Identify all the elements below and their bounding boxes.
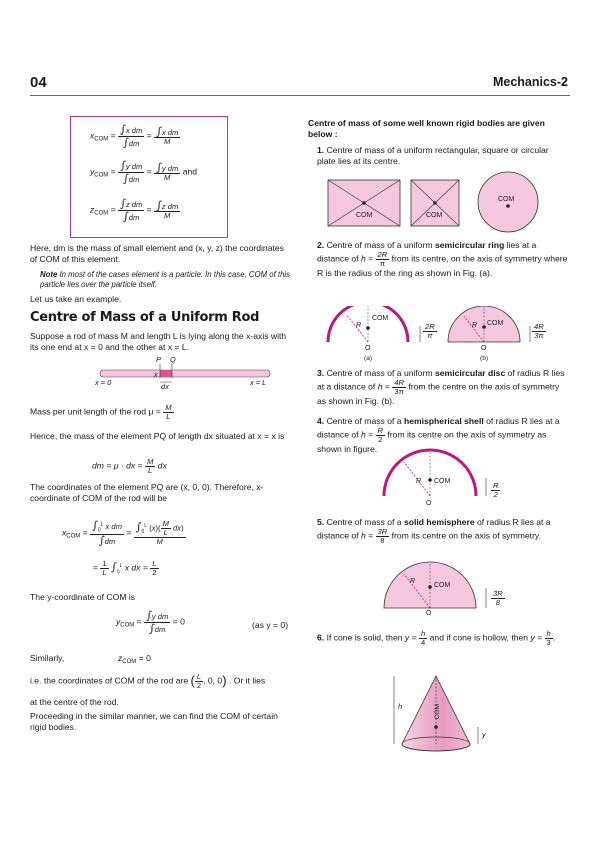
formula-xcom: $x_{COM}$ = $\frac{\text{∫x dm}}{\int dm}$ = $\frac{\text{∫x dm}}{M}$ — [90, 123, 179, 149]
paragraph-mass-per-length: Mass per unit length of the rod μ = $\frac{M}{L}$ — [30, 403, 172, 421]
rod-label-x0: x = 0 — [95, 378, 112, 387]
paragraph-centre: at the centre of the rod. — [30, 697, 119, 707]
paragraph-rod-setup: Suppose a rod of mass M and length L is lying along the x-axis with its one end at x = 0 and the other at x = L. — [30, 331, 287, 352]
item-4: 4. Centre of mass of a hemispherical shell of radius R lies at a distance of h = $\frac{R}{2}$ from its centre on the axis of symmetry as shown in figure. — [317, 416, 560, 454]
similarly-label: Similarly, — [30, 653, 65, 663]
rect-com-dot — [362, 201, 366, 205]
fig-b-com-label: COM — [487, 320, 504, 327]
equation-xcom-rod: $x_{COM}$ = $\frac{\int_0^L x dm}{\int dm}$ = $\int_0^L$ (x)( $\frac{M}{L}$ dx) M — [62, 519, 184, 547]
formula-ycom: $y_{COM}$ = $\frac{\text{∫y dm}}{\int dm}$ = $\frac{\text{∫y dm}}{M}$ and — [90, 159, 198, 185]
cone-y-label: y — [482, 730, 486, 739]
fig-b-o-label: O — [481, 345, 487, 352]
rod-label-q: Q — [170, 355, 176, 364]
equation-ycom-note: (as y = 0) — [252, 620, 289, 630]
rigid-bodies-intro: Centre of mass of some well known rigid bodies are given below : — [308, 118, 545, 139]
rod-label-p: P — [156, 355, 161, 364]
note-text: In most of the cases element is a particle. In this case, COM of this particle lies over the particle itself. — [40, 270, 291, 289]
fig-b-caption: (b) — [480, 355, 489, 362]
square-com-label: COM — [426, 212, 443, 219]
disc-com-dot — [482, 325, 486, 329]
paragraph-ycom: The y-coordinate of COM is — [30, 592, 136, 602]
equation-dm: dm = μ · dx = $\frac{M}{L}$ dx — [92, 457, 167, 475]
solid-o-label: O — [426, 610, 432, 617]
note — [40, 270, 292, 290]
cone-h-label: h — [398, 702, 403, 711]
shell-com-label: COM — [434, 478, 451, 485]
rod-label-x: x — [154, 370, 158, 379]
circle-com-label: COM — [498, 196, 515, 203]
fig-a-o-label: O — [365, 345, 371, 352]
paragraph-example: Let us take an example. — [30, 294, 122, 304]
fig-a-com-label: COM — [372, 315, 389, 322]
equation-zcom: $z_{COM} = 0$ — [118, 653, 151, 665]
equation-xcom-result: = $\frac{1}{L}$ $\int_0^L$ x dx = $\frac{L}{2}$ — [93, 559, 157, 577]
rod-element — [160, 370, 172, 377]
shell-com-dot — [428, 478, 432, 482]
rect-com-label: COM — [356, 212, 373, 219]
equation-ycom-rod: $y_{COM}$ = $\frac{\text{∫y dm}}{\int dm}$ = 0 — [116, 609, 185, 635]
item-3: 3. Centre of mass of a uniform semicircular disc of radius R lies at a distance of h = $\frac{4R}{3\pi}$ from the centre on the axis of symmetry as shown in Fig. (b). — [317, 368, 565, 406]
paragraph-rod-coordinates: i.e. the coordinates of COM of the rod are ( $\frac{L}{2}$ , 0, 0) . Or it lies — [30, 672, 266, 690]
formula-zcom: $z_{COM}$ = $\frac{\text{∫z dm}}{\int dm}$ = $\frac{\text{∫z dm}}{M}$ — [90, 197, 179, 223]
item-5: 5. Centre of mass of a solid hemisphere of radius R lies at a distance of h = $\frac{3R}{8}$ from its centre on the axis of symmetry. — [317, 517, 551, 545]
cone-figure — [388, 672, 498, 756]
cone-com-dot — [434, 725, 438, 729]
shell-o-label: O — [426, 500, 432, 507]
semicircle-figures — [322, 306, 562, 362]
page-number: 04 — [30, 74, 47, 91]
fig-a-r-label: R — [356, 322, 362, 329]
solid-hemisphere-com-dot — [428, 585, 432, 589]
section-heading: Centre of Mass of a Uniform Rod — [30, 310, 260, 325]
rod-label-dx: dx — [161, 382, 169, 391]
paragraph-proceeding: Proceeding in the similar manner, we can find the COM of certain rigid bodies. — [30, 711, 278, 732]
hemispherical-shell-figure — [380, 448, 500, 504]
note-label: Note — [40, 270, 58, 279]
rod-label-xl: x = L — [250, 378, 267, 387]
solid-com-label: COM — [434, 582, 451, 589]
solid-distance: $\frac{3R}{8}$ — [493, 589, 503, 607]
shell-distance: $\frac{R}{2}$ — [493, 481, 499, 499]
paragraph-coordinates: The coordinates of the element PQ are (x, 0, 0). Therefore, x-coordinate of COM of the rod will be — [30, 482, 264, 503]
shell-r-label: R — [416, 478, 422, 485]
solid-r-label: R — [410, 578, 416, 585]
cone-com-label: COM — [434, 704, 441, 720]
fig-a-distance: $\frac{2R}{\pi}$ — [425, 322, 435, 340]
ring-com-dot — [366, 326, 370, 330]
item-6: 6. If cone is solid, then y = $\frac{h}{4}$ and if cone is hollow, then y = $\frac{h}{3}$ . — [317, 629, 556, 647]
rod-body — [100, 370, 270, 377]
fig-b-distance: $\frac{4R}{3\pi}$ — [534, 322, 544, 340]
paragraph-dm-definition: Here, dm is the mass of small element and (x, y, z) the coordinates of COM of this element. — [30, 243, 284, 264]
fig-b-r-label: R — [472, 322, 478, 329]
item-1: 1. Centre of mass of a uniform rectangular, square or circular plate lies at its centre. — [317, 145, 549, 166]
paragraph-element-mass: Hence, the mass of the element PQ of length dx situated at x = x is — [30, 431, 285, 441]
item-2: 2. Centre of mass of a uniform semicircular ring lies at a distance of h = $\frac{2R}{\pi}$ from its centre, on the axis of symmetry where R is the radius of the ring as shown in Fig. (a). — [317, 240, 568, 278]
square-com-dot — [433, 201, 437, 205]
header-rule — [30, 95, 570, 96]
chapter-title: Mechanics-2 — [492, 75, 568, 89]
fig-a-caption: (a) — [364, 355, 373, 362]
